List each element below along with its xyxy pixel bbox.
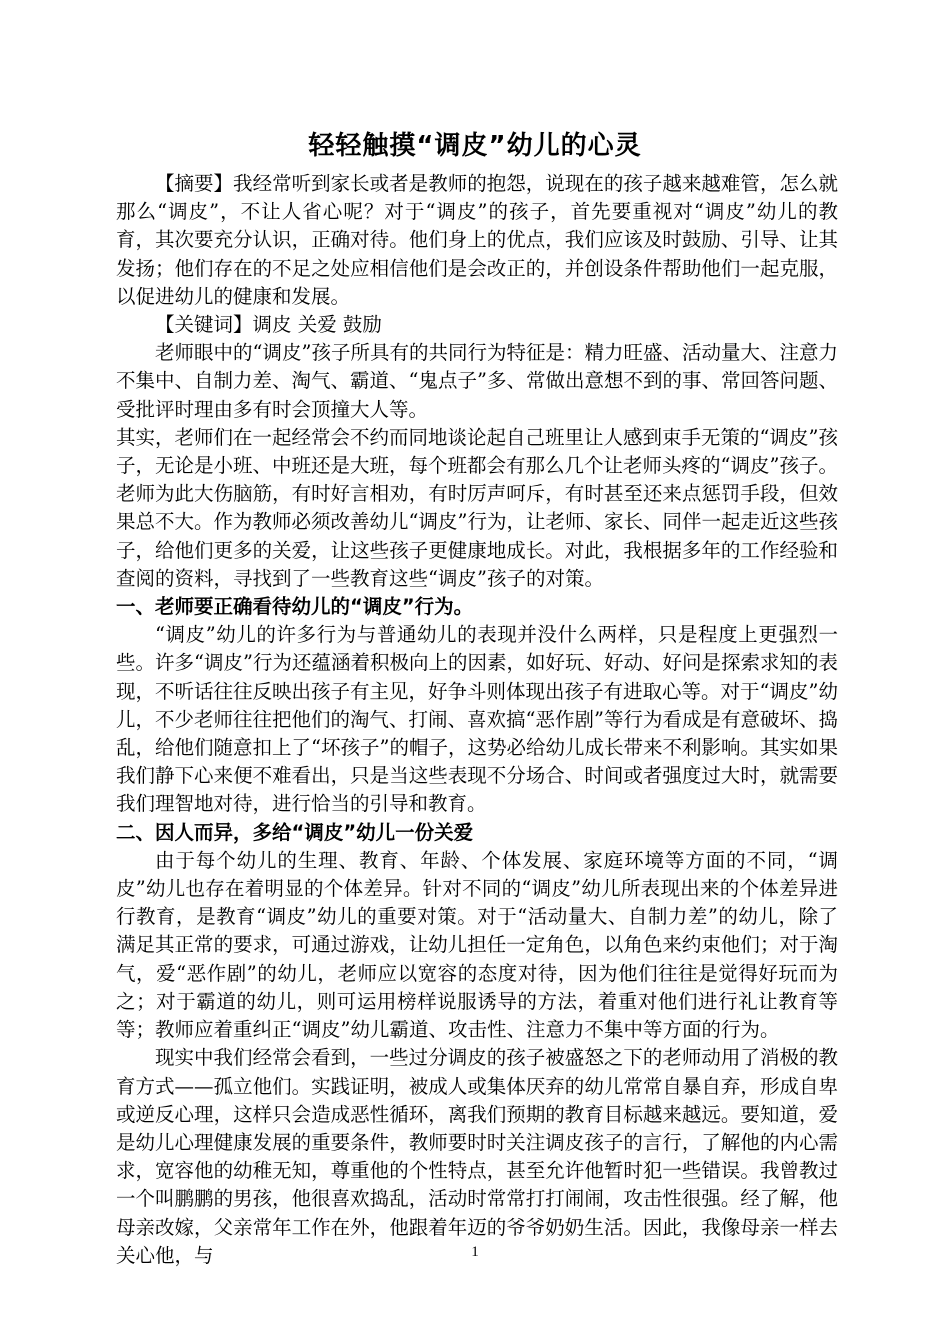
page-number: 1 [471,1244,479,1260]
document-title: 轻轻触摸“调皮”幼儿的心灵 [308,131,642,161]
keywords-line: 【关键词】调皮 关爱 鼓励 [155,313,382,337]
abstract-paragraph: 【摘要】我经常听到家长或者是教师的抱怨，说现在的孩子越来越难管，怎么就那么“调皮”，不让人省心呢？对于“调皮”的孩子，首先要重视对“调皮”幼儿的教育，其次要充分认识，正确对待。他们身上的优点，我们应该及时鼓励、引导、让其发扬；他们存在的不足之处应相信他们是会改正的，并创设条件帮助他们一起克服，以促进幼儿的健康和发展。 [116,172,838,308]
body-paragraph-3: “调皮”幼儿的许多行为与普通幼儿的表现并没什么两样，只是程度上更强烈一些。许多“调皮”行为还蕴涵着积极向上的因素，如好玩、好动、好问是探索求知的表现，不听话往往反映出孩子有主见，好争斗则体现出孩子有进取心等。对于“调皮”幼儿，不少老师往往把他们的淘气、打闹、喜欢搞“恶作剧”等行为看成是有意破坏、捣乱，给他们随意扣上了“坏孩子”的帽子，这势必给幼儿成长带来不利影响。其实如果我们静下心来便不难看出，只是当这些表现不分场合、时间或者强度过大时，就需要我们理智地对待，进行恰当的引导和教育。 [116,623,838,816]
section-heading-1: 一、老师要正确看待幼儿的“调皮”行为。 [116,595,474,619]
body-paragraph-2: 其实，老师们在一起经常会不约而同地谈论起自己班里让人感到束手无策的“调皮”孩子，无论是小班、中班还是大班，每个班都会有那么几个让老师头疼的“调皮”孩子。老师为此大伤脑筋，有时好言相劝，有时厉声呵斥，有时甚至还来点惩罚手段，但效果总不大。作为教师必须改善幼儿“调皮”行为，让老师、家长、同伴一起走近这些孩子，给他们更多的关爱，让这些孩子更健康地成长。对此，我根据多年的工作经验和查阅的资料，寻找到了一些教育这些“调皮”孩子的对策。 [116,425,838,590]
body-paragraph-1: 老师眼中的“调皮”孩子所具有的共同行为特征是：精力旺盛、活动量大、注意力不集中、自制力差、淘气、霸道、“鬼点子”多、常做出意想不到的事、常回答问题、受批评时理由多有时会顶撞大人等。 [116,341,838,421]
section-heading-2: 二、因人而异，多给“调皮”幼儿一份关爱 [116,820,474,844]
body-paragraph-4: 由于每个幼儿的生理、教育、年龄、个体发展、家庭环境等方面的不同，“调皮”幼儿也存在着明显的个体差异。针对不同的“调皮”幼儿所表现出来的个体差异进行教育，是教育“调皮”幼儿的重要对策。对于“活动量大、自制力差”的幼儿，除了满足其正常的要求，可通过游戏，让幼儿担任一定角色，以角色来约束他们；对于淘气，爱“恶作剧”的幼儿，老师应以宽容的态度对待，因为他们往往是觉得好玩而为之；对于霸道的幼儿，则可运用榜样说服诱导的方法，着重对他们进行礼让教育等等；教师应着重纠正“调皮”幼儿霸道、攻击性、注意力不集中等方面的行为。 [116,848,838,1042]
document-body [116,170,838,1270]
body-paragraph-5: 现实中我们经常会看到，一些过分调皮的孩子被盛怒之下的老师动用了消极的教育方式——孤立他们。实践证明，被成人或集体厌弃的幼儿常常自暴自弃，形成自卑或逆反心理，这样只会造成恶性循环，离我们预期的教育目标越来越远。要知道，爱是幼儿心理健康发展的重要条件，教师要时时关注调皮孩子的言行，了解他的内心需求，宽容他的幼稚无知，尊重他的个性特点，甚至允许他暂时犯一些错误。我曾教过一个叫鹏鹏的男孩，他很喜欢捣乱，活动时常常打打闹闹，攻击性很强。经了解，他母亲改嫁，父亲常年工作在外，他跟着年迈的爷爷奶奶生活。因此，我像母亲一样去关心他，与 [116,1046,838,1267]
